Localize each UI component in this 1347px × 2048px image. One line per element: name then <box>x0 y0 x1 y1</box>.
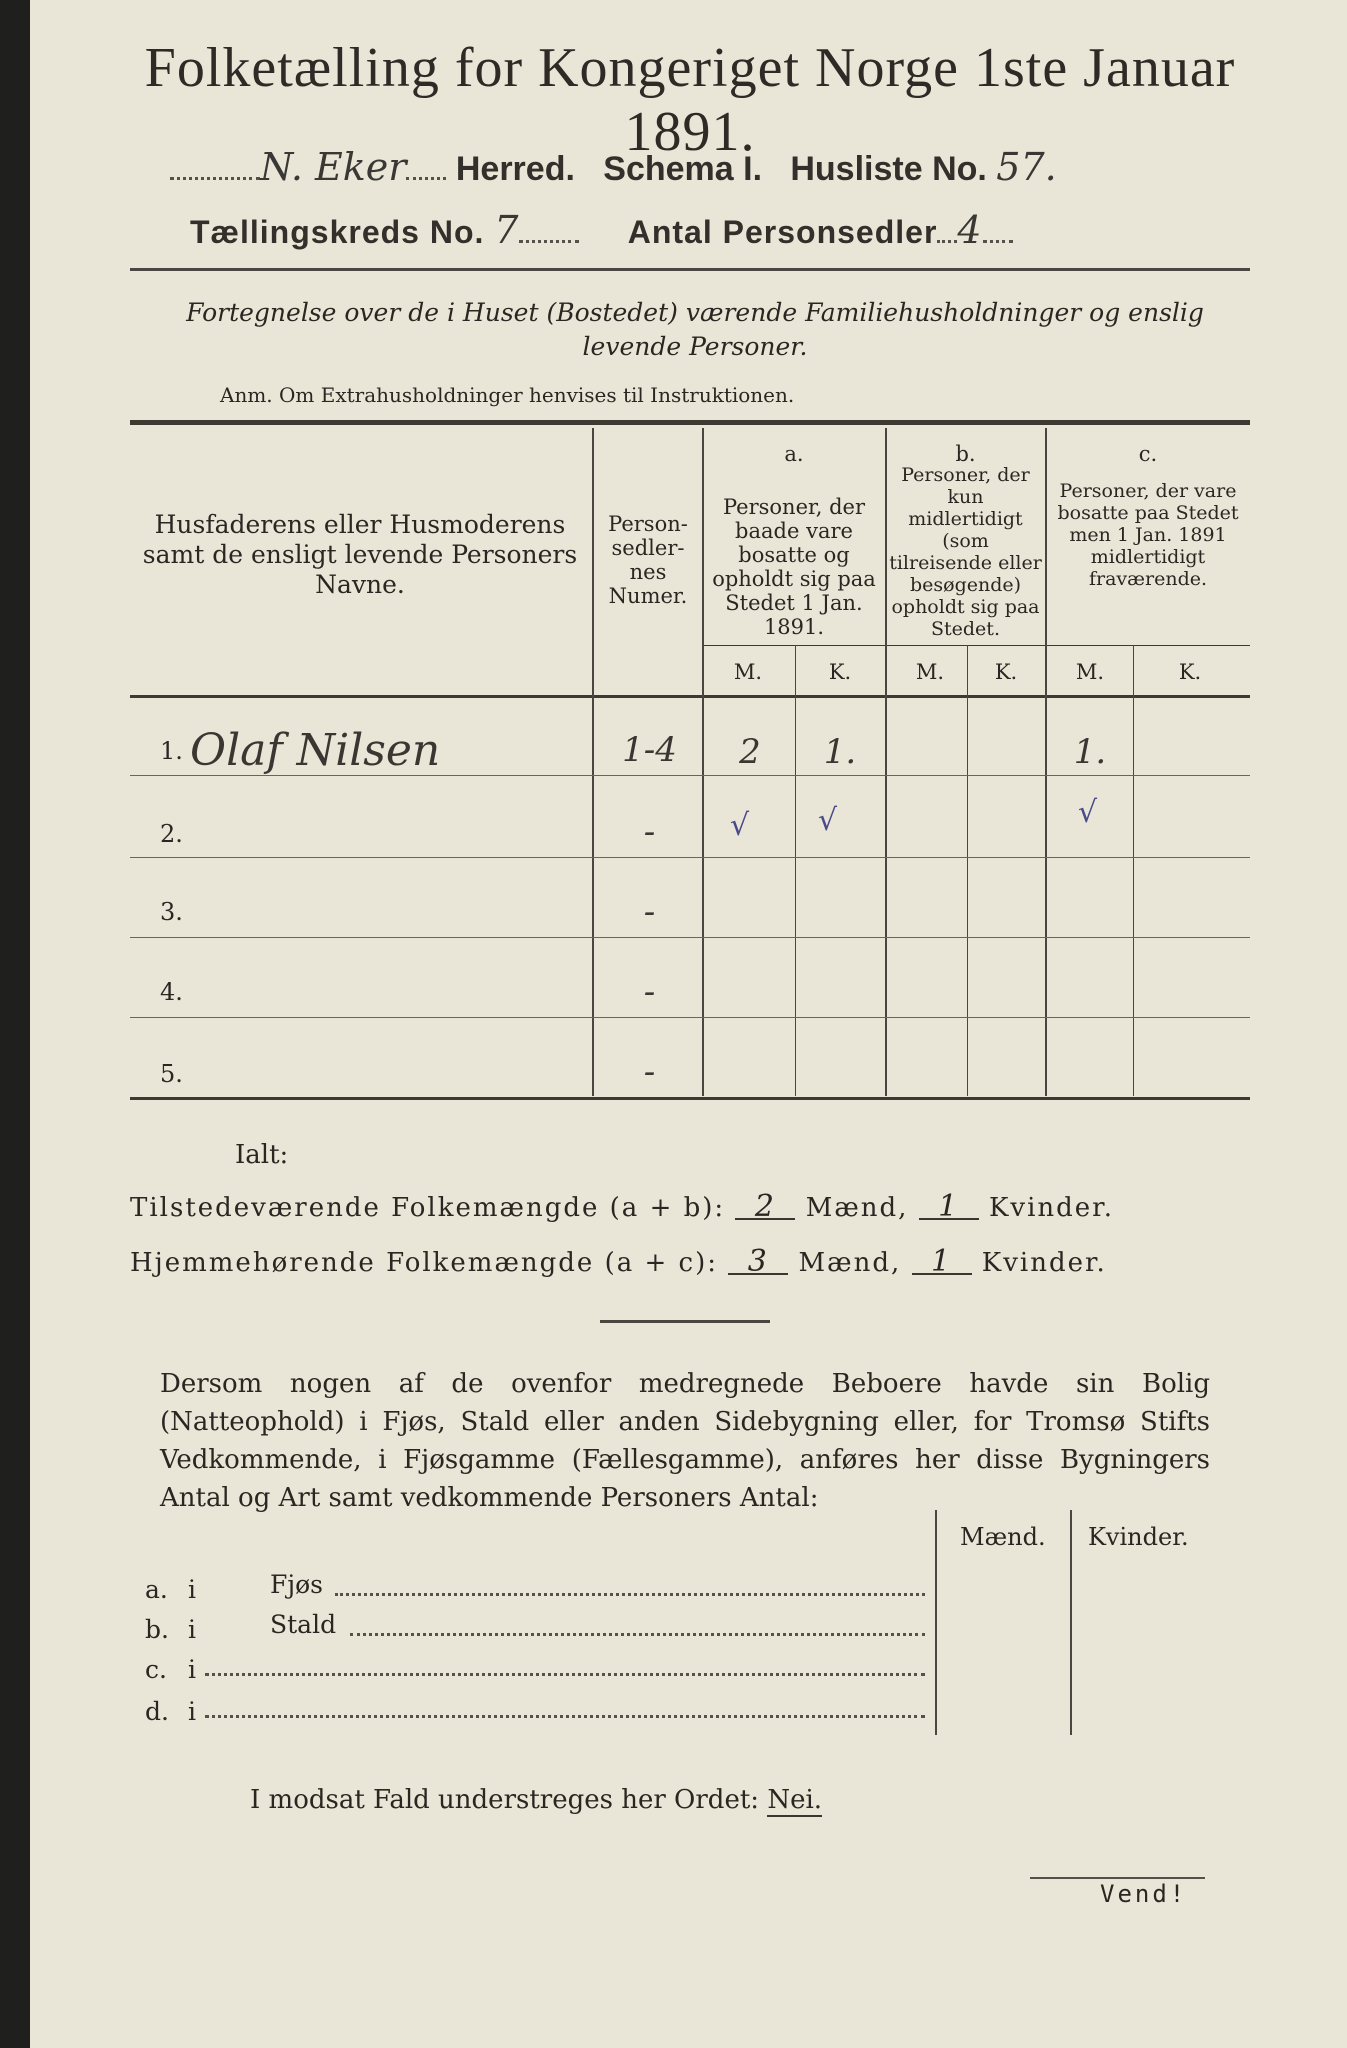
header-row-herred <box>170 145 1230 189</box>
buildings-paragraph: Dersom nogen af de ovenfor medregnede Beboere havde sin Bolig (Natteophold) i Fjøs, Stald eller anden Sidebygning eller, for Tromsø Stifts Vedkommende, i Fjøsgamme (Fællesgamme), anføres her disse Bygningers Antal og Art samt vedkommende Personers Antal: <box>160 1369 1210 1513</box>
col-b-letter: b. <box>955 442 976 466</box>
hjemme-m-value: 3 <box>728 1251 788 1275</box>
sedler-cell: - <box>643 1052 656 1092</box>
hjemme-k-value: 1 <box>912 1251 972 1275</box>
col-a-m-label: M. <box>733 660 763 684</box>
census-form-page: Folketælling for Kongeriget Norge 1ste Januar 1891. N. Eker Herred. Schema I. Husliste No. 57. Tællingskreds No. 7 Antal Personsedler 4 Fortegnelse over de i Huset (Bostedet) værende Familiehusholdninger og enslig levende Personer. Anm. Om Extrahusholdninger henvises til Instruktionen. Husfaderens eller Husmoderens samt de ensligt levende Personers Navne. Person-sedler-nes Numer. a. Personer, der baade vare bosatte og opholdt sig paa Stedet 1 Jan. 1891. b. Personer, der kun midlertidigt (som tilreisende eller besøgende) opholdt sig paa Stedet. c. Personer, der vare bosatte paa Stedet men 1 Jan. 1891 midlertidigt fraværende. M. K. M. K. M. K. 1. Olaf Nilsen 1-4 2 1. 1. 2. - √ √ √ 3. - 4. - 5. - Ialt: Tilstedeværende Folkemængde (a + b): 2 Mænd, 1 Kvinder. Hjemmehørende Folkemængde (a + c): 3 Mænd, 1 Kvinder. Dersom nogen af de ovenfor medregnede Beboere havde sin Bolig (Natteophold) i Fjøs, Stald eller anden Sidebygning eller, for Tromsø Stifts Vedkommende, i Fjøsgamme (Fællesgamme), anføres her disse Bygningers Antal og Art samt vedkommende Personers Antal: Mænd. Kvinder. a. i Fjøs b. i Stald c. i d. i I modsat Fald understreges her Ordet: Nei. Vend! <box>30 0 1347 2048</box>
col-b-m-label: M. <box>915 660 945 684</box>
col-a-letter: a. <box>784 442 804 466</box>
col-a-header: Personer, der baade vare bosatte og opholdt sig paa Stedet 1 Jan. 1891. <box>712 495 876 639</box>
nei-word: Nei. <box>767 1785 823 1815</box>
tilstede-k-value: 1 <box>919 1196 979 1220</box>
kreds-label: Tællingskreds No. <box>190 214 485 250</box>
c-m-cell: 1. <box>1073 732 1107 772</box>
schema-label: Schema I. <box>603 150 763 188</box>
kreds-value: 7 <box>494 208 520 252</box>
buildings-kvinder-header: Kvinder. <box>1088 1523 1189 1551</box>
sedler-cell: - <box>643 812 656 852</box>
household-table: Husfaderens eller Husmoderens samt de ensligt levende Personers Navne. Person-sedler-nes Numer. a. Personer, der baade vare bosatte og opholdt sig paa Stedet 1 Jan. 1891. b. Personer, der kun midlertidigt (som tilreisende eller besøgende) opholdt sig paa Stedet. c. Personer, der vare bosatte paa Stedet men 1 Jan. 1891 midlertidigt fraværende. M. K. M. K. M. K. 1. Olaf Nilsen 1-4 2 1. 1. 2. - √ √ √ 3. - 4. - 5. - <box>130 420 1250 1098</box>
col-b-header: Personer, der kun midlertidigt (som tilreisende eller besøgende) opholdt sig paa Stedet. <box>889 464 1042 640</box>
tilstede-row: Tilstedeværende Folkemængde (a + b): 2 Mænd, 1 Kvinder. <box>130 1189 1115 1224</box>
c-m-check: √ <box>1078 795 1098 830</box>
husliste-label: Husliste No. <box>790 150 987 188</box>
herred-label: Herred. <box>455 150 575 188</box>
ialt-label: Ialt: <box>235 1140 289 1170</box>
husliste-value: 57. <box>996 145 1057 189</box>
antal-label: Antal Personsedler <box>627 214 938 250</box>
hjemme-row: Hjemmehørende Folkemængde (a + c): 3 Mænd, 1 Kvinder. <box>130 1244 1107 1279</box>
col-name-header: Husfaderens eller Husmoderens samt de ensligt levende Personers Navne. <box>142 510 578 599</box>
name-cell: Olaf Nilsen <box>190 725 441 776</box>
a-k-cell: 1. <box>823 732 857 772</box>
header-row-kreds <box>190 208 1250 252</box>
col-b-k-label: K. <box>994 660 1018 684</box>
modsat-line: I modsat Fald understreges her Ordet: Nei. <box>250 1785 823 1815</box>
sedler-cell: - <box>643 972 656 1012</box>
anm-note: Anm. Om Extrahusholdninger henvises til Instruktionen. <box>220 383 795 407</box>
sedler-cell: - <box>643 892 656 932</box>
tilstede-m-value: 2 <box>735 1196 795 1220</box>
a-m-check: √ <box>730 808 750 843</box>
a-m-cell: 2 <box>739 732 761 772</box>
table-header-rule <box>130 695 1250 698</box>
col-c-m-label: M. <box>1075 660 1105 684</box>
herred-value: N. Eker <box>260 145 407 189</box>
section-divider <box>600 1320 770 1323</box>
vend-label: Vend! <box>1100 1880 1188 1908</box>
col-c-letter: c. <box>1138 442 1158 466</box>
sedler-cell: 1-4 <box>622 730 677 770</box>
col-c-k-label: K. <box>1178 660 1202 684</box>
mk-divider <box>702 645 1250 646</box>
col-a-k-label: K. <box>828 660 852 684</box>
header-divider <box>130 268 1250 271</box>
table-bottom-rule <box>130 1097 1250 1100</box>
col-c-header: Personer, der vare bosatte paa Stedet men 1 Jan. 1891 midlertidigt fraværende. <box>1057 480 1239 590</box>
col-num-header: Person-sedler-nes Numer. <box>608 512 688 608</box>
intro-text: Fortegnelse over de i Huset (Bostedet) værende Familiehusholdninger og enslig levende Personer. <box>186 298 1204 361</box>
table-top-rule <box>130 420 1250 425</box>
antal-value: 4 <box>957 208 983 252</box>
buildings-maend-header: Mænd. <box>960 1523 1046 1551</box>
form-title: Folketælling for Kongeriget Norge 1ste Januar 1891. <box>144 37 1236 163</box>
a-k-check: √ <box>818 803 838 838</box>
